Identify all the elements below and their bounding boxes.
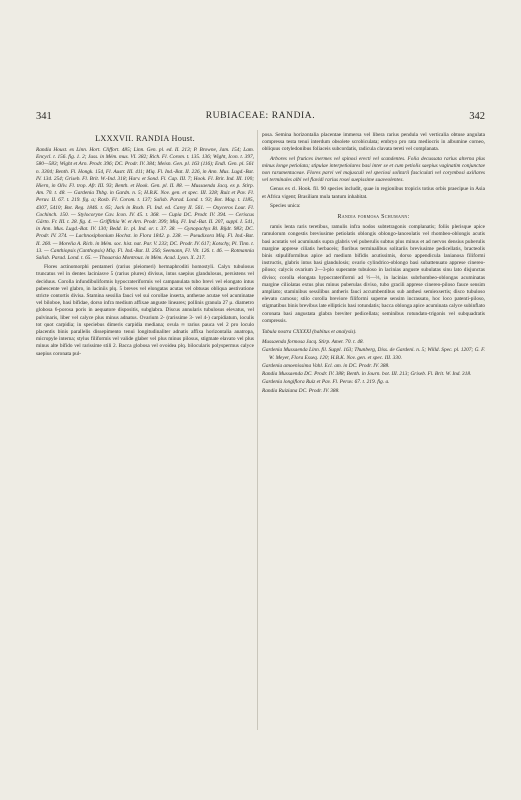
plate-reference: Tabula nostra CXXXXI (habitus et analysis). bbox=[262, 329, 357, 336]
left-column bbox=[36, 132, 254, 732]
running-header bbox=[36, 111, 485, 125]
reference-line: Gardenia longiflora Ruiz et Pav. Fl. Peruv. 67. t. 219. fig. a. bbox=[262, 379, 390, 386]
reference-line: Gardenia Mussaenda Linn. fil. Suppl. 163; Thunberg, Diss. de Gardeni. n. 5; Willd. Spec. pl. 1207; G. F. W. Meyer, Flora Esseq. 120; H.B.K. Nov. gen. et spec. III. 330. bbox=[262, 347, 485, 361]
reference-line: Mussaenda formosa Jacq. Stirp. Amer. 70. t. 48. bbox=[262, 339, 364, 346]
synonymy-paragraph: Randia Houst. ex Linn. Hort. Cliffort. 485; Linn. Gen. pl. ed. II. 213; P. Browne, Jam. 154; Lam. Encycl. t. 156. fig. 1. 2; Juss. in Mém. mus. VI. 382; Rich. Fl. Corom. t. 135. 136; Wight, Icon. t. 397, 580—583; Wight et Arn. Prodr. 396; DC. Prodr. IV. 384; Meisn. Gen. pl. 163 (116); Endl. Gen. pl. 561 n. 3304; Benth. Fl. Hongk. 154, Fl. Austr. III. 411; Miq. Fl. Ind.-Bat. II. 226, in Ann. Mus. Lugd.-Bat. IV. 134. 254; Griseb. Fl. Brit. W.-Ind. 318; Harv. et Sond. Fl. Cap. III. 7; Hook. Fl. Brit. Ind. III. 100; Hiern, in Oliv. Fl. trop. Afr. III. 93; Benth. et Hook. Gen. pl. II. 88. — Mussaenda Jacq. ex p. Stirp. Am. 70. t. 48. — Gardenia Thbg. in Gardn. n. 5; H.B.K. Nov. gen. et spec. III. 328; Ruiz et Pav. Fl. Peruv. II. 67. t. 219. fig. a; Roxb. Fl. Corom. t. 137; Salisb. Parad. Lond. t. 93; Bot. Mag. t. 1185, 4307, 5410; Bot. Reg. 1846. t. 65; Jack in Roxb. Fl. Ind. ed. Carey II. 561. — Oxyceros Lour. Fl. Cochinch. 150. — Stylocoryne Cav. Icon. IV. 45. t. 368. — Cupia DC. Prodr. IV. 394. — Ceriscus Gärtn. Fr. III. t. 28. fig. 4. — Griffithia W. et Arn. Prodr. 399; Miq. Fl. Ind.-Bat. II. 207, suppl. I. 541, in Ann. Mus. Lugd.-Bat. IV. 130; Bedd. Ic. pl. Ind. or. t. 37. 38. — Gynopachys Bl. Bijdr. 983; DC. Prodr. IV. 374. — Lachnosiphonium Hochst. in Flora 1842. p. 238. — Pseudixora Miq. Fl. Ind.-Bat. II. 260. — Morelia A. Rich. in Mém. soc. hist. nat. Par. V. 233; DC. Prodr. IV. 617; Kotschy, Pl. Tinn. t. 13. — Canthiopsis (Canthopsis) Miq. Fl. Ind.-Bat. II. 256; Seemann, Fl. Vit. 126. t. 46. — Rotmannia Salisb. Parad. Lond. t. 65. — Thouarsia Montrouz. in Mém. Acad. Lyon. X. 217. bbox=[36, 147, 254, 262]
column-divider bbox=[257, 130, 258, 730]
reference-line: Gardenia amoenissima Vahl. Ecl. am. in DC. Prodr. IV. 388. bbox=[262, 362, 390, 369]
reference-line: Randia Mussaenda DC. Prodr. IV. 388; Benth. in Journ. bot. III. 213; Griseb. Fl. Brit. W. Ind. 318. bbox=[262, 371, 472, 378]
genus-note: Genus ex cl. Hook. fil. 90 species includit, quae in regionibus tropicis totius orbis praecipue in Asia et Africa vigent; Brasiliam mula tantum inhabitat. bbox=[262, 186, 485, 200]
reference-line: Randia Ruiziana DC. Prodr. IV. 388. bbox=[262, 387, 340, 394]
habit-paragraph: Arbores vel frutices inermes vel spinosi erecti vel scandentes. Folia decussata rarius alterna plus minus longe petiolata; stipulae interpetiolares basi inter se et cum petiolis saepius vaginatim conjunctae non rarumentaceae. Flores parvi vel majusculi vel speciosi solitarii fasciculati vel corymbosi axillares vel terminales albi vel flavidi rarius rosei suepissime suaveolentes. bbox=[262, 155, 485, 184]
running-title: RUBIACEAE: RANDIA. bbox=[205, 111, 316, 121]
genus-title: LXXXVII. RANDIA Houst. bbox=[95, 134, 195, 143]
species-description: ramis lenta raris teretibus, ramulis infra nodos subtetragonis complanatis; foliis plerisque apice ramulorum congestis breviusime petiolatis oblongis oblongo-lanceolatis vel rhombeo-oblongis acutis basi acutatis vel acuminatis supra glabris vel puberulis subtus plus minus et ad nervos densius puberulis margine apprese ciliatis herbaceis; floribus terminalibus solitariis breviusime pedicellatis, bracteolis binis stipuliformibus apice ad medium bifidis acutissimis, dorso appendicula lanianosa filiformi instructis, glabris intus basi glandulosis; ovario cylindrico-oblongo basi subattenuato apprese cinereo-piloso; calycis ovarium 2—3-plo superante tubuloso in lacinias anguste subulatas sinu lato disjunctas diviso; corolla elongata hypocrateriformi ad ½—⅔, in lacinias subrhombeo-oblongas acuminatas margine ciliolatas extus plus minus puberulas diviso, tubo gracili apprese cinereo-piloso fauce sensim ampliato; staminibus sessilibus antheris fauci accumbentibus sub anthesi semiexsertis; disco tubuloso elevato carnoso; stilo corolla breviore filiformi superne sensim incrassato, hoc loco patenti-piloso, stigmatibus binis brevibus late ellipticis basi rotundatis; bacca oblonga apice acuminata calyce subinflato coronata basi angustata glabra breviter pedicellata; seminibus rotundato-trigonis vel subquadratis compressis. bbox=[262, 224, 485, 324]
genus-description: Flores actinomorphi pentameri (rarius pleiomeri) hermaphroditi homostyli. Calyx tubulosus truncatus vel in dentes laciniasve 5 (rarius plures) divisus, intus saepius glandulosus, persistens vel deciduus. Corolla infundibuliformis hypocrateriformis vel campanulata tubo brevi vel elongato intus pubescente vel glabro, in laciniis plq. 5 breves vel elongatas acutas vel obtusas obliqua aestivatione stricte contortis divisa. Stamina sessilia fauci vel sui corollae inserta, antherae acutae vel acuminatae vel biloboe, basi bifidae, dorso infra medium affixae anguste lineares; pollinis granula 27 μ. diametro globosa 6-porosa poris in aequatore dispositis, subglabra. Discus annularis tubulosus elevatus, vel pulvinaris, liber vel calyce plus minus adnatus. Ovarium 2- (rarissime 3- vel 4-) carpidiatum, loculis tot quot carpidia; in speciebus dimeris carpidia mediana; ovula ∞ rarius pauca vel 2 pro loculo placentis binis parallelis dissepimento tenui longitudinaliter adnatis affixa horizontalia anatropa, micropyle interna; stylus filiformis vel valide glaber vel plus minus pilosus, stigmate elavato vel plus minus alte bifido vel rarissime stili 2. Bacca globosa vel ovoidea plq. bilocularis polyspermus calyce saepius coronata pul- bbox=[36, 264, 254, 357]
right-column bbox=[262, 132, 485, 692]
species-heading: Species unica: bbox=[270, 202, 301, 209]
description-continuation: posa. Semina horizontalia placentae immersa vel libera rarius pendula vel verticalia obtuse angulata compressa testa tenui interdum obsolete scrobiculata; embryo pro rata mediocris in albumine corneo, obliquus cotyledonibus foliaceis subcordatis, radicula clavata tereti vel complanata. bbox=[262, 132, 485, 153]
page-number-left: 341 bbox=[36, 111, 52, 122]
page-number-right: 342 bbox=[469, 111, 485, 122]
species-name: Randia formosa Schumann: bbox=[337, 214, 410, 221]
